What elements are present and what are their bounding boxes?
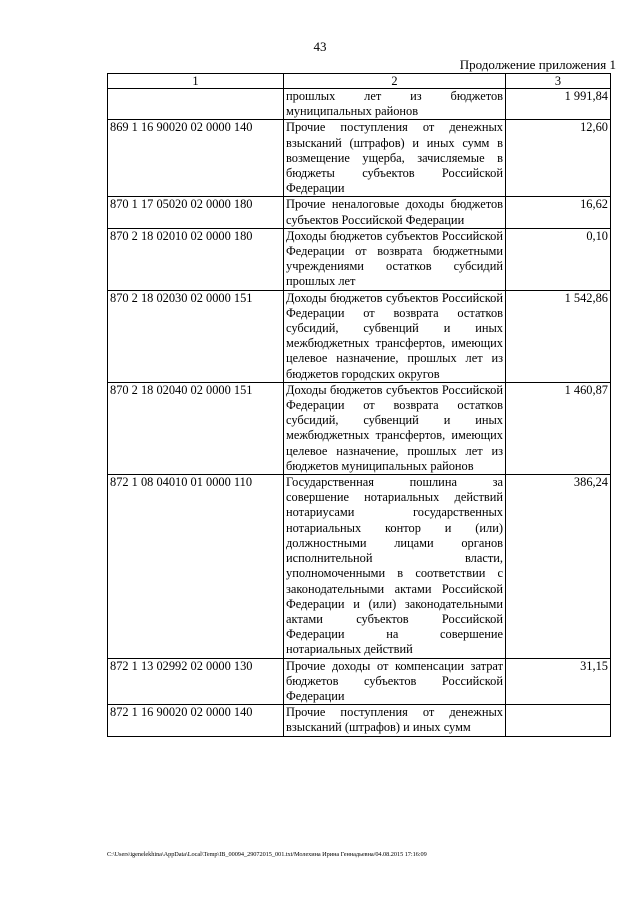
row-description: Доходы бюджетов субъектов Российской Федерации от возврата остатков субсидий, субвенций и иных межбюджетных трансфертов, имеющих целевое назначение, прошлых лет из бюджетов муниципальных районов	[284, 382, 506, 474]
row-code: 869 1 16 90020 02 0000 140	[108, 120, 284, 197]
row-code: 870 2 18 02010 02 0000 180	[108, 228, 284, 290]
revenue-table	[107, 73, 611, 737]
table-row	[108, 475, 611, 658]
row-description: Прочие доходы от компенсации затрат бюджетов субъектов Российской Федерации	[284, 658, 506, 705]
table-row	[108, 89, 611, 120]
column-header-code: 1	[108, 74, 284, 89]
row-code: 872 1 08 04010 01 0000 110	[108, 475, 284, 658]
row-description: прошлых лет из бюджетов муниципальных районов	[284, 89, 506, 120]
row-amount: 386,24	[506, 475, 611, 658]
row-amount: 12,60	[506, 120, 611, 197]
row-code: 870 2 18 02030 02 0000 151	[108, 290, 284, 382]
row-description: Прочие неналоговые доходы бюджетов субъектов Российской Федерации	[284, 197, 506, 228]
row-description: Прочие поступления от денежных взысканий (штрафов) и иных сумм в возмещение ущерба, зачисляемые в бюджеты субъектов Российской Федерации	[284, 120, 506, 197]
row-code: 870 1 17 05020 02 0000 180	[108, 197, 284, 228]
table-row	[108, 658, 611, 705]
table-row	[108, 120, 611, 197]
table-row	[108, 382, 611, 474]
row-code	[108, 89, 284, 120]
row-amount: 1 542,86	[506, 290, 611, 382]
row-amount	[506, 705, 611, 736]
row-description: Прочие поступления от денежных взысканий (штрафов) и иных сумм	[284, 705, 506, 736]
column-header-description: 2	[284, 74, 506, 89]
row-amount: 1 460,87	[506, 382, 611, 474]
continuation-caption: Продолжение приложения 1	[459, 57, 616, 72]
table-row	[108, 197, 611, 228]
row-amount: 16,62	[506, 197, 611, 228]
row-description: Доходы бюджетов субъектов Российской Федерации от возврата бюджетными учреждениями остатков субсидий прошлых лет	[284, 228, 506, 290]
row-code: 872 1 16 90020 02 0000 140	[108, 705, 284, 736]
row-description: Доходы бюджетов субъектов Российской Федерации от возврата остатков субсидий, субвенций и иных межбюджетных трансфертов, имеющих целевое назначение, прошлых лет из бюджетов городских округов	[284, 290, 506, 382]
table-row	[108, 228, 611, 290]
table-row	[108, 290, 611, 382]
row-amount: 0,10	[506, 228, 611, 290]
page-number: 43	[313, 39, 327, 54]
row-amount: 1 991,84	[506, 89, 611, 120]
file-path-footer: C:\Users\igenelekhina\AppData\Local\Temp\IB_00094_29072015_001.txt/Молехина Ирина Геннадьевна/04.08.2015 17:16:09	[107, 851, 427, 858]
row-code: 872 1 13 02992 02 0000 130	[108, 658, 284, 705]
table-header-row	[108, 74, 611, 89]
row-amount: 31,15	[506, 658, 611, 705]
table-row	[108, 705, 611, 736]
row-code: 870 2 18 02040 02 0000 151	[108, 382, 284, 474]
column-header-amount: 3	[506, 74, 611, 89]
row-description: Государственная пошлина за совершение нотариальных действий нотариусами государственных нотариальных контор и (или) должностными лицами органов исполнительной власти, уполномоченными в соответствии с законодательными актами Российской Федерации и (или) законодательными актами субъектов Российской Федерации на совершение нотариальных действий	[284, 475, 506, 658]
